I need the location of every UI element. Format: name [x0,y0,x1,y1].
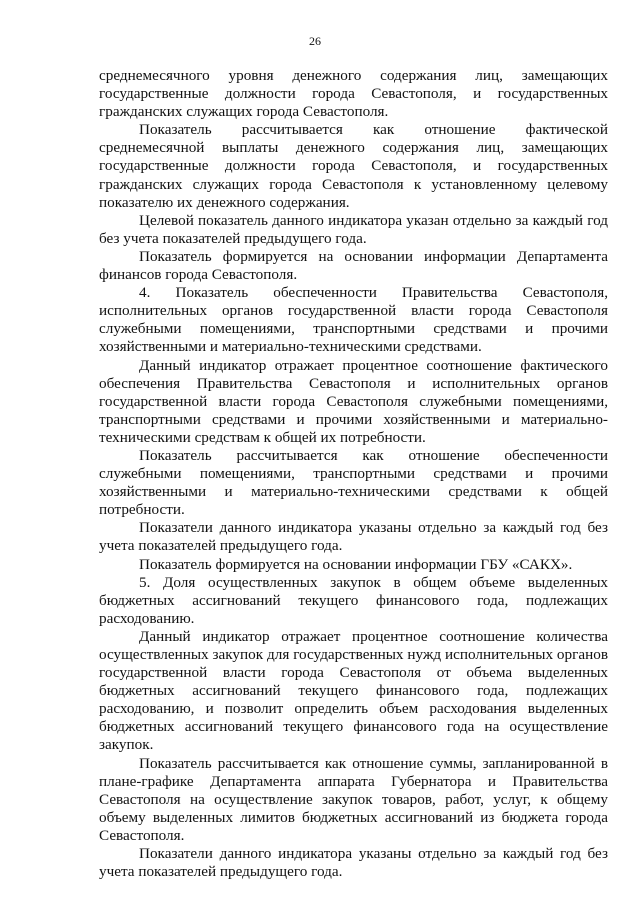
paragraph: Показатель рассчитывается как отношение фактической среднемесячной выплаты денежного содержания лиц, замещающих государственные должности города Севастополя, и государственных гражданских служащих города Севастополя к установленному целевому показателю их денежного содержания. [99,121,608,211]
paragraph-continuation: среднемесячного уровня денежного содержания лиц, замещающих государственные должности города Севастополя, и государственных гражданских служащих города Севастополя. [99,67,608,121]
paragraph: Данный индикатор отражает процентное соотношение количества осуществленных закупок для государственных нужд исполнительных органов государственной власти города Севастополя от объема выделенных бюджетных ассигнований текущего финансового года, подлежащих расходованию, и позволит определить объем расходования выделенных бюджетных ассигнований текущего финансового года на осуществление закупок. [99,627,608,754]
paragraph: Показатель формируется на основании информации Департамента финансов города Севастополя. [99,247,608,284]
paragraph: Показатели данного индикатора указаны отдельно за каждый год без учета показателей предыдущего года. [99,845,608,881]
paragraph: Показатели данного индикатора указаны отдельно за каждый год без учета показателей предыдущего года. [99,519,608,555]
paragraph: Данный индикатор отражает процентное соотношение фактического обеспечения Правительства Севастополя и исполнительных органов государственной власти города Севастополя служебными помещениями, транспортными средствами и прочими хозяйственными и материально-техническими средствам к общей их потребности. [99,356,608,446]
paragraph: Показатель рассчитывается как отношение суммы, запланированной в плане-графике Департамента аппарата Губернатора и Правительства Севастополя на осуществление закупок товаров, работ, услуг, к общему объему выделенных лимитов бюджетных ассигнований из бюджета города Севастополя. [99,754,608,844]
numbered-paragraph-4: 4. Показатель обеспеченности Правительства Севастополя, исполнительных органов государственной власти города Севастополя служебными помещениями, транспортными средствами и прочими хозяйственными и материально-техническими средствами. [99,284,608,356]
paragraph: Показатель рассчитывается как отношение обеспеченности служебными помещениями, транспортными средствами и прочими хозяйственными и материально-техническими средствами к общей потребности. [99,446,608,519]
paragraph: Целевой показатель данного индикатора указан отдельно за каждый год без учета показателей предыдущего года. [99,211,608,247]
document-body [99,67,608,881]
page-number: 26 [309,34,321,48]
numbered-paragraph-5: 5. Доля осуществленных закупок в общем объеме выделенных бюджетных ассигнований текущего финансового года, подлежащих расходованию. [99,573,608,627]
paragraph: Показатель формируется на основании информации ГБУ «САКХ». [139,555,573,573]
